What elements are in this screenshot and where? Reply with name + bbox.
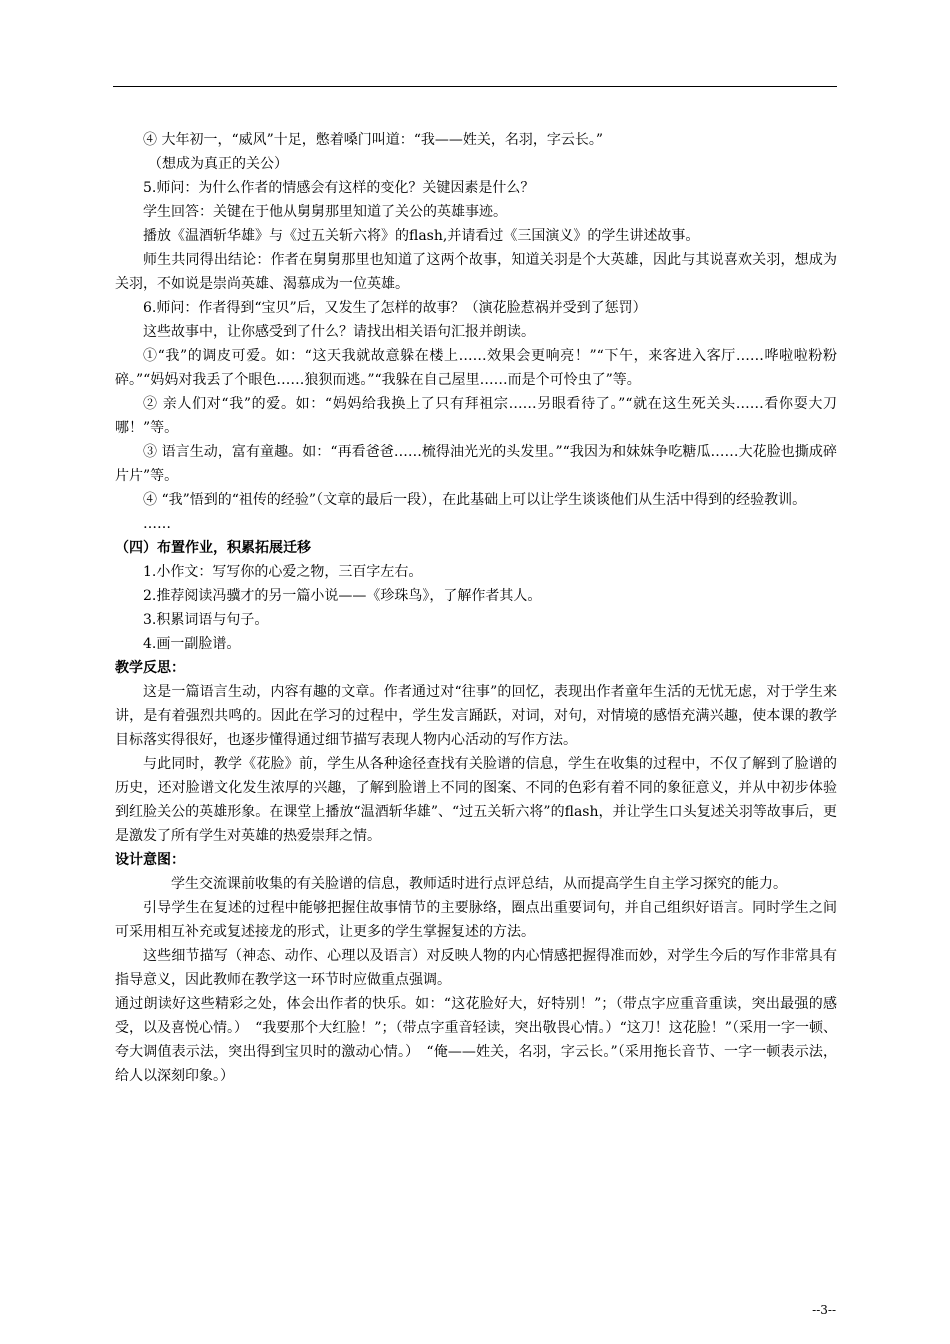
paragraph: （想成为真正的关公） — [148, 156, 288, 172]
page-number: --3-- — [812, 1303, 836, 1317]
paragraph: 通过朗读好这些精彩之处，体会出作者的快乐。如：“这花脸好大，好特别！”；（带点字应重音重读，突出最强的感受，以及喜悦心情。） “我要那个大红脸！”；（带点字重音轻读，突出敬畏心情。）“这刀！这花脸！”（采用一字一顿、夸大调值表示法，突出得到宝贝时的激动心情。） “俺——姓关，名羽，字云长。”（采用拖长音节、一字一顿表示法，给人以深刻印象。） — [115, 996, 837, 1084]
paragraph: 6.师问：作者得到“宝贝”后，又发生了怎样的故事？（演花脸惹祸并受到了惩罚） — [143, 300, 647, 316]
paragraph: ①“我”的调皮可爱。如：“这天我就故意躲在楼上……效果会更响亮！”“下午，来客进入客厅……哗啦啦粉粉碎。”“妈妈对我丢了个眼色……狼狈而逃。”“我躲在自己屋里……而是个可怜虫了”等。 — [115, 348, 837, 388]
header-rule — [113, 86, 837, 87]
paragraph: 3.积累词语与句子。 — [143, 612, 269, 628]
paragraph: 播放《温酒斩华雄》与《过五关斩六将》的flash,并请看过《三国演义》的学生讲述故事。 — [143, 228, 700, 244]
paragraph: 学生回答：关键在于他从舅舅那里知道了关公的英雄事迹。 — [143, 204, 507, 220]
paragraph: ② 亲人们对“我”的爱。如：“妈妈给我换上了只有拜祖宗……另眼看待了。”“就在这生死关头……看你耍大刀哪！”等。 — [115, 396, 837, 436]
paragraph: ④ 大年初一，“威风”十足，憋着嗓门叫道：“我——姓关，名羽，字云长。” — [143, 132, 604, 148]
paragraph: ③ 语言生动，富有童趣。如：“再看爸爸……梳得油光光的头发里。”“我因为和妹妹争吃糖瓜……大花脸也撕成碎片片”等。 — [115, 444, 837, 484]
paragraph: 5.师问：为什么作者的情感会有这样的变化？关键因素是什么？ — [143, 180, 535, 196]
paragraph: 与此同时，教学《花脸》前，学生从各种途径查找有关脸谱的信息，学生在收集的过程中，不仅了解到了脸谱的历史，还对脸谱文化发生浓厚的兴趣，了解到脸谱上不同的图案、不同的色彩有着不同的象征意义，并从中初步体验到红脸关公的英雄形象。在课堂上播放“温酒斩华雄”、“过五关斩六将”的flash，并让学生口头复述关羽等故事后，更是激发了所有学生对英雄的热爱崇拜之情。 — [115, 756, 837, 844]
section-heading: 教学反思： — [115, 660, 185, 676]
document-body — [115, 128, 837, 1088]
paragraph: ④ “我”悟到的“祖传的经验”（文章的最后一段），在此基础上可以让学生谈谈他们从生活中得到的经验教训。 — [143, 492, 807, 508]
paragraph: 引导学生在复述的过程中能够把握住故事情节的主要脉络，圈点出重要词句，并自己组织好语言。同时学生之间可采用相互补充或复述接龙的形式，让更多的学生掌握复述的方法。 — [115, 900, 837, 940]
paragraph: 这些细节描写（神态、动作、心理以及语言）对反映人物的内心情感把握得准而妙，对学生今后的写作非常具有指导意义，因此教师在教学这一环节时应做重点强调。 — [115, 948, 837, 988]
paragraph: 师生共同得出结论：作者在舅舅那里也知道了这两个故事，知道关羽是个大英雄，因此与其说喜欢关羽，想成为关羽，不如说是崇尚英雄、渴慕成为一位英雄。 — [115, 252, 837, 292]
paragraph: 学生交流课前收集的有关脸谱的信息，教师适时进行点评总结，从而提高学生自主学习探究的能力。 — [171, 876, 787, 892]
section-heading: 设计意图： — [115, 852, 185, 868]
section-heading: （四）布置作业，积累拓展迁移 — [115, 540, 311, 556]
paragraph: 2.推荐阅读冯骥才的另一篇小说——《珍珠鸟》，了解作者其人。 — [143, 588, 542, 604]
paragraph: 1.小作文：写写你的心爱之物，三百字左右。 — [143, 564, 423, 580]
paragraph: …… — [143, 516, 171, 532]
paragraph: 这是一篇语言生动，内容有趣的文章。作者通过对“往事”的回忆，表现出作者童年生活的无忧无虑，对于学生来讲，是有着强烈共鸣的。因此在学习的过程中，学生发言踊跃，对词，对句，对情境的感悟充满兴趣，使本课的教学目标落实得很好，也逐步懂得通过细节描写表现人物内心活动的写作方法。 — [115, 684, 837, 748]
paragraph: 4.画一副脸谱。 — [143, 636, 241, 652]
paragraph: 这些故事中，让你感受到了什么？请找出相关语句汇报并朗读。 — [143, 324, 535, 340]
